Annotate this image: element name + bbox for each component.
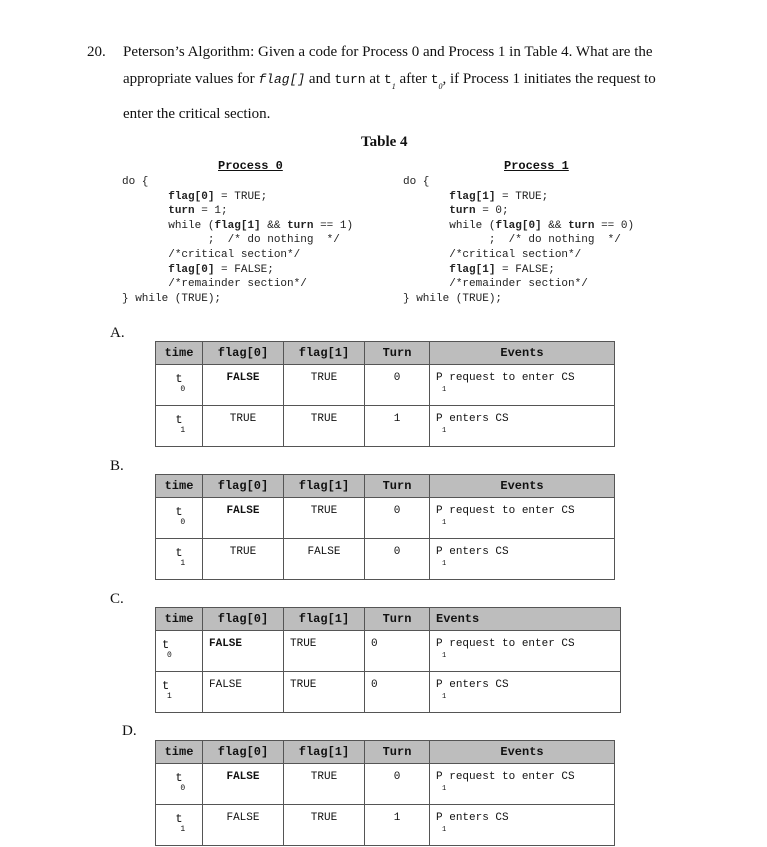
event-text: request to enter CS xyxy=(449,771,575,783)
t-subscript: 1 xyxy=(180,559,186,568)
time-cell xyxy=(156,406,203,447)
t-symbol: t xyxy=(175,505,183,519)
code-token: flag[0] xyxy=(168,263,215,276)
flag0-cell: TRUE xyxy=(203,539,284,580)
header-flag1: flag[1] xyxy=(284,342,365,365)
code-line: /*critical section*/ xyxy=(168,248,301,261)
turn-cell: 0 xyxy=(365,672,430,713)
time-cell xyxy=(156,672,203,713)
t-symbol: t xyxy=(162,679,170,693)
event-cell xyxy=(430,365,615,406)
event-cell xyxy=(430,631,621,672)
table-row xyxy=(156,365,615,406)
code-line: ; /* do nothing */ xyxy=(168,234,340,247)
event-cell xyxy=(430,672,621,713)
t1-subscript: 1 xyxy=(391,82,396,91)
code-token: == 1) xyxy=(313,219,354,232)
time-cell xyxy=(156,805,203,846)
event-cell xyxy=(430,406,615,447)
time-cell xyxy=(156,365,203,406)
table-row xyxy=(156,764,615,805)
header-time: time xyxy=(156,342,203,365)
t0-subscript: 0 xyxy=(438,82,443,91)
option-c-letter[interactable]: C. xyxy=(110,591,124,607)
process0-code xyxy=(122,175,353,306)
question-text: appropriate values for xyxy=(123,71,259,87)
t-subscript: 0 xyxy=(180,385,186,394)
time-cell xyxy=(156,539,203,580)
code-line: do { xyxy=(403,176,430,188)
option-d-letter[interactable]: D. xyxy=(122,723,137,739)
process0-title: Process 0 xyxy=(218,159,283,173)
flag0-cell: FALSE xyxy=(203,631,284,672)
code-token: turn xyxy=(568,219,595,232)
p-subscript: 1 xyxy=(442,386,447,394)
header-turn: Turn xyxy=(365,741,430,764)
turn-cell: 1 xyxy=(365,406,430,447)
p-symbol: P xyxy=(436,812,443,824)
p-subscript: 1 xyxy=(442,826,447,834)
option-d-table xyxy=(155,740,615,846)
header-events: Events xyxy=(430,342,615,365)
header-flag0: flag[0] xyxy=(203,342,284,365)
table-header-row xyxy=(156,475,615,498)
t-subscript: 1 xyxy=(180,426,186,435)
flag1-cell: TRUE xyxy=(284,672,365,713)
p-symbol: P xyxy=(436,372,443,384)
event-cell xyxy=(430,498,615,539)
option-b-table xyxy=(155,474,615,580)
header-flag1: flag[1] xyxy=(284,741,365,764)
flag0-cell: FALSE xyxy=(203,672,284,713)
header-events: Events xyxy=(430,475,615,498)
code-token: while ( xyxy=(168,219,215,232)
code-line: } while (TRUE); xyxy=(403,292,503,305)
turn-cell: 1 xyxy=(365,805,430,846)
event-text: request to enter CS xyxy=(449,638,575,650)
code-token: turn xyxy=(449,205,476,218)
code-token: flag[1] xyxy=(449,263,496,276)
flag0-cell: FALSE xyxy=(203,805,284,846)
time-cell xyxy=(156,498,203,539)
question-text: after xyxy=(395,71,431,87)
flag1-cell: TRUE xyxy=(284,764,365,805)
code-token: == 0) xyxy=(594,219,635,232)
code-token: flag[0] xyxy=(168,190,215,203)
code-token: = 0; xyxy=(475,205,509,218)
p-subscript: 1 xyxy=(442,519,447,527)
code-token: = TRUE; xyxy=(495,190,549,203)
option-a-letter[interactable]: A. xyxy=(110,325,125,341)
turn-var: turn xyxy=(334,72,366,87)
p-symbol: P xyxy=(436,771,443,783)
flag1-cell: FALSE xyxy=(284,539,365,580)
p-symbol: P xyxy=(436,638,443,650)
question-line-3: enter the critical section. xyxy=(123,106,271,122)
option-a-table xyxy=(155,341,615,447)
t0-symbol: t xyxy=(430,72,439,87)
t-symbol: t xyxy=(175,413,183,427)
question-text: at xyxy=(365,71,384,87)
event-text: request to enter CS xyxy=(449,505,575,517)
event-cell xyxy=(430,805,615,846)
header-time: time xyxy=(156,608,203,631)
table-row xyxy=(156,406,615,447)
question-text: , if Process 1 initiates the request to xyxy=(442,71,656,87)
table-row xyxy=(156,631,621,672)
event-text: enters CS xyxy=(449,679,509,691)
header-time: time xyxy=(156,741,203,764)
code-token: && xyxy=(541,219,569,232)
code-token: = FALSE; xyxy=(214,263,274,276)
question-line-2 xyxy=(123,71,656,91)
t-subscript: 1 xyxy=(167,692,172,701)
turn-cell: 0 xyxy=(365,365,430,406)
p-symbol: P xyxy=(436,546,443,558)
t-symbol: t xyxy=(175,771,183,785)
header-flag0: flag[0] xyxy=(203,608,284,631)
question-line-1: Peterson’s Algorithm: Given a code for Process 0 and Process 1 in Table 4. What are the xyxy=(123,44,653,60)
header-flag0: flag[0] xyxy=(203,475,284,498)
t-subscript: 0 xyxy=(180,784,186,793)
p-symbol: P xyxy=(436,413,443,425)
flag1-cell: TRUE xyxy=(284,498,365,539)
turn-cell: 0 xyxy=(365,498,430,539)
table-row xyxy=(156,805,615,846)
t-subscript: 0 xyxy=(180,518,186,527)
flag0-cell: TRUE xyxy=(203,406,284,447)
question-number: 20. xyxy=(87,44,106,60)
code-token: && xyxy=(260,219,288,232)
question-text: and xyxy=(305,71,335,87)
event-text: request to enter CS xyxy=(449,372,575,384)
p-symbol: P xyxy=(436,505,443,517)
event-cell xyxy=(430,539,615,580)
p-subscript: 1 xyxy=(442,785,447,793)
turn-cell: 0 xyxy=(365,539,430,580)
table-row xyxy=(156,498,615,539)
flag0-cell: FALSE xyxy=(203,498,284,539)
flag-var: flag[] xyxy=(258,72,306,87)
process1-title: Process 1 xyxy=(504,159,569,173)
p-subscript: 1 xyxy=(442,693,447,701)
flag1-cell: TRUE xyxy=(284,631,365,672)
code-line: do { xyxy=(122,176,149,188)
flag0-cell: FALSE xyxy=(203,764,284,805)
header-flag0: flag[0] xyxy=(203,741,284,764)
header-turn: Turn xyxy=(365,608,430,631)
t-symbol: t xyxy=(175,812,183,826)
code-token: while ( xyxy=(449,219,496,232)
code-token: flag[0] xyxy=(495,219,542,232)
header-flag1: flag[1] xyxy=(284,608,365,631)
time-cell xyxy=(156,631,203,672)
t-subscript: 1 xyxy=(180,825,186,834)
code-token: = FALSE; xyxy=(495,263,555,276)
event-text: enters CS xyxy=(449,812,509,824)
code-token: = TRUE; xyxy=(214,190,268,203)
flag0-cell: FALSE xyxy=(203,365,284,406)
code-token: = 1; xyxy=(194,205,228,218)
event-cell xyxy=(430,764,615,805)
table-header-row xyxy=(156,741,615,764)
code-token: flag[1] xyxy=(449,190,496,203)
t-symbol: t xyxy=(175,546,183,560)
code-line: /*remainder section*/ xyxy=(449,278,588,291)
event-text: enters CS xyxy=(449,413,509,425)
option-b-letter[interactable]: B. xyxy=(110,458,124,474)
header-time: time xyxy=(156,475,203,498)
time-cell xyxy=(156,764,203,805)
t-symbol: t xyxy=(175,372,183,386)
turn-cell: 0 xyxy=(365,764,430,805)
table-header-row xyxy=(156,342,615,365)
code-token: turn xyxy=(168,205,195,218)
code-line: /*critical section*/ xyxy=(449,248,582,261)
header-turn: Turn xyxy=(365,342,430,365)
table-row xyxy=(156,539,615,580)
header-flag1: flag[1] xyxy=(284,475,365,498)
p-symbol: P xyxy=(436,679,443,691)
flag1-cell: TRUE xyxy=(284,805,365,846)
p-subscript: 1 xyxy=(442,427,447,435)
p-subscript: 1 xyxy=(442,652,447,660)
flag1-cell: TRUE xyxy=(284,365,365,406)
t-subscript: 0 xyxy=(167,651,172,660)
process1-code xyxy=(403,175,634,306)
p-subscript: 1 xyxy=(442,560,447,568)
t-symbol: t xyxy=(162,638,170,652)
table-caption: Table 4 xyxy=(361,134,408,150)
header-events: Events xyxy=(430,741,615,764)
option-c-table xyxy=(155,607,621,713)
header-turn: Turn xyxy=(365,475,430,498)
flag1-cell: TRUE xyxy=(284,406,365,447)
table-row xyxy=(156,672,621,713)
code-token: turn xyxy=(287,219,314,232)
t1-symbol: t xyxy=(383,72,392,87)
header-events: Events xyxy=(430,608,621,631)
code-token: flag[1] xyxy=(214,219,261,232)
event-text: enters CS xyxy=(449,546,509,558)
table-header-row xyxy=(156,608,621,631)
code-line: /*remainder section*/ xyxy=(168,278,307,291)
turn-cell: 0 xyxy=(365,631,430,672)
code-line: } while (TRUE); xyxy=(122,292,222,305)
code-line: ; /* do nothing */ xyxy=(449,234,621,247)
